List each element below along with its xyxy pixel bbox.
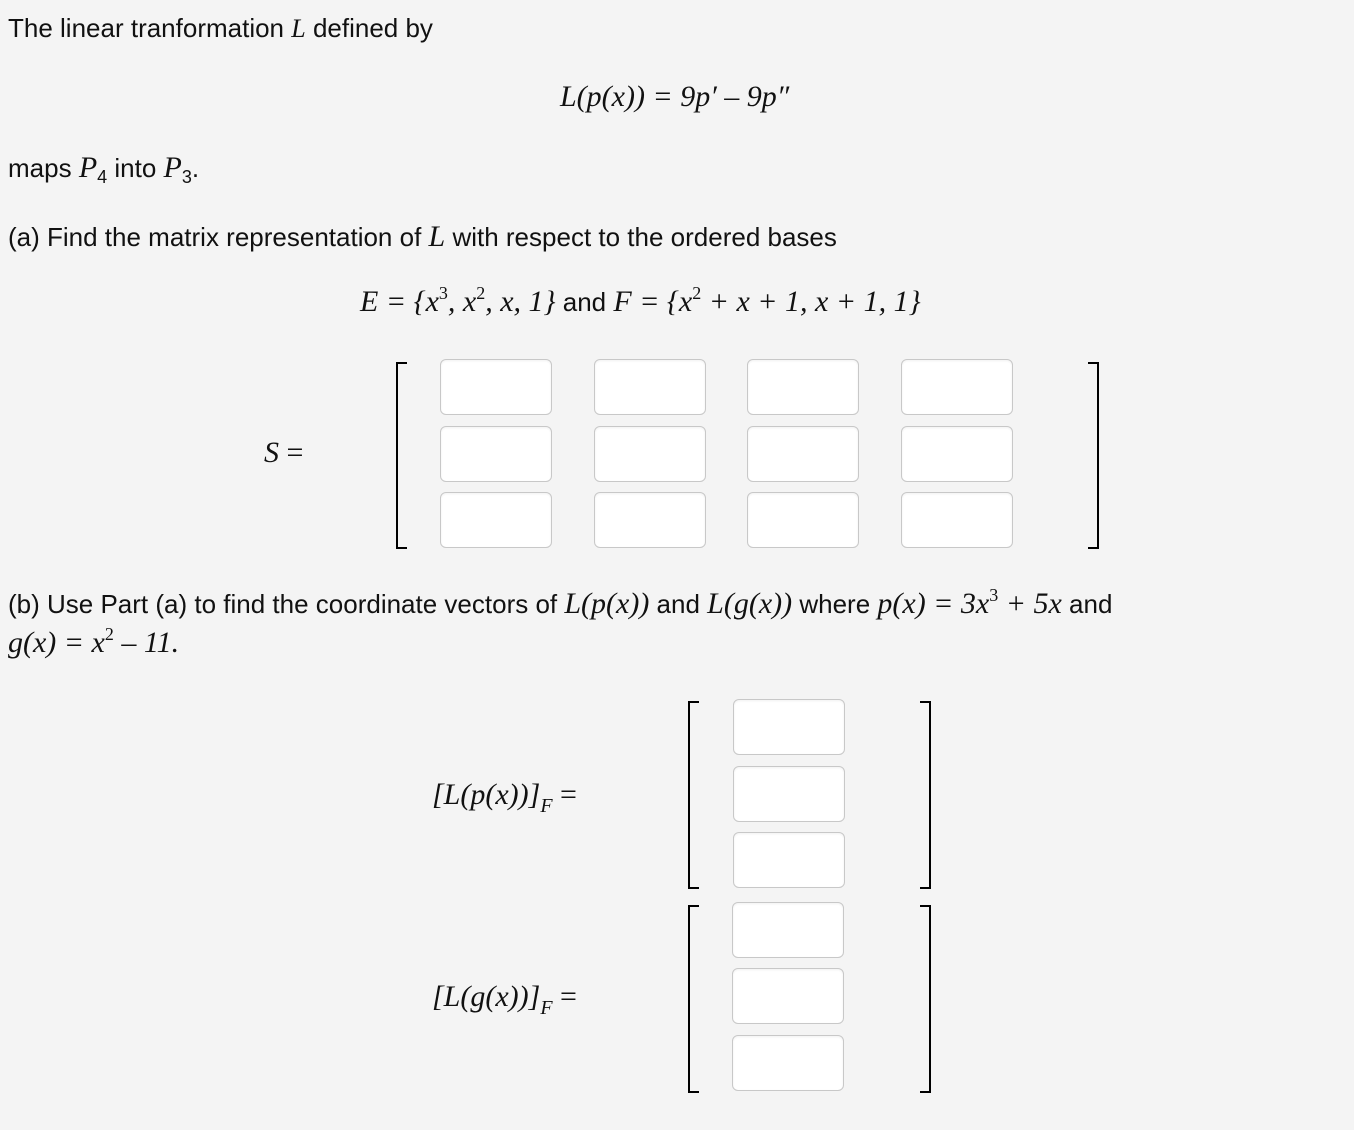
basis-F-set-part2: + x + 1, x + 1, 1} [701,285,921,318]
part-b-line2 [8,624,180,659]
matrix-S-cell-1-2[interactable] [594,359,706,415]
matrix-S-eq: = [279,436,304,469]
part-a-suffix: with respect to the ordered bases [445,222,837,252]
bases-equation [360,285,921,319]
matrix-S-cell-2-1[interactable] [440,426,552,482]
vector-p-label-main: [L(p(x))] [432,778,541,811]
matrix-S-cell-2-3[interactable] [747,426,859,482]
vector-p-label-sub: F [540,795,553,817]
matrix-S-cell-3-2[interactable] [594,492,706,548]
basis-E-set-part2: , x [447,285,477,318]
part-b-p-def-2: + 5x [998,587,1062,620]
intro-L: L [291,14,306,43]
part-b-p-def-1: p(x) = 3x [877,587,990,620]
maps-text [8,151,200,187]
basis-E-set-part1: = {x [378,285,439,318]
vector-g-left-bracket [688,905,699,1093]
part-b-Lp: L(p(x)) [564,587,650,620]
part-b-g-exp2: 2 [104,624,114,644]
vector-p-cell-3[interactable] [733,832,845,888]
basis-E-exp3: 3 [438,283,448,303]
definition-lhs: L(p(x)) [560,80,645,113]
vector-p-cell-2[interactable] [733,766,845,822]
part-b-Lg: L(g(x)) [707,587,793,620]
basis-E-exp2: 2 [476,283,486,303]
matrix-S-cell-2-2[interactable] [594,426,706,482]
vector-g-label-main: [L(g(x))] [432,980,541,1013]
maps-P3-symbol: P [163,151,182,184]
part-b-g-def-2: – 11. [113,626,180,659]
vector-g-right-bracket [920,905,931,1093]
vector-p-right-bracket [920,701,931,889]
matrix-S-cell-3-1[interactable] [440,492,552,548]
definition-rhs: = 9p′ – 9p″ [644,80,790,113]
maps-P4-symbol: P [78,151,98,184]
bases-and: and [555,287,614,317]
intro-suffix: defined by [305,13,433,43]
maps-prefix: maps [8,153,79,183]
part-b-p-exp3: 3 [989,585,999,605]
matrix-S-label [264,436,303,470]
vector-p-left-bracket [688,701,699,889]
intro-text [8,12,433,45]
part-a-L: L [428,220,446,253]
part-a-prefix: (a) Find the matrix representation of [8,222,429,252]
basis-F-set-part1: = {x [631,285,693,318]
vector-p-label [432,778,577,818]
vector-p-label-eq: = [552,778,577,811]
definition-equation [560,80,789,114]
part-b-and2: and [1061,589,1113,619]
matrix-S-cell-1-4[interactable] [901,359,1013,415]
matrix-S-cell-3-3[interactable] [747,492,859,548]
vector-g-label-eq: = [552,980,577,1013]
maps-end: . [191,153,200,183]
matrix-S-left-bracket [396,362,407,549]
vector-g-cell-1[interactable] [732,902,844,958]
vector-g-label [432,980,577,1020]
part-a-text [8,221,837,253]
maps-sub4: 4 [97,167,108,187]
vector-g-label-sub: F [540,997,553,1019]
basis-E-set-part3: , x, 1} [485,285,556,318]
part-b-and: and [649,589,708,619]
part-b-where: where [792,589,878,619]
matrix-S-cell-2-4[interactable] [901,426,1013,482]
vector-g-cell-3[interactable] [732,1035,844,1091]
part-b-prefix: (b) Use Part (a) to find the coordinate vectors of [8,589,565,619]
matrix-S-cell-1-1[interactable] [440,359,552,415]
part-b-g-def-1: g(x) = x [8,626,105,659]
part-b-line1 [8,585,1113,620]
basis-F-exp2: 2 [692,283,702,303]
matrix-S-cell-1-3[interactable] [747,359,859,415]
vector-g-cell-2[interactable] [732,968,844,1024]
matrix-S-cell-3-4[interactable] [901,492,1013,548]
intro-prefix: The linear tranformation [8,13,292,43]
vector-p-cell-1[interactable] [733,699,845,755]
maps-middle: into [107,153,164,183]
basis-F-symbol: F [613,285,632,318]
basis-E-symbol: E [360,285,379,318]
matrix-S-var: S [264,436,279,469]
maps-sub3: 3 [181,167,192,187]
matrix-S-right-bracket [1088,362,1099,549]
